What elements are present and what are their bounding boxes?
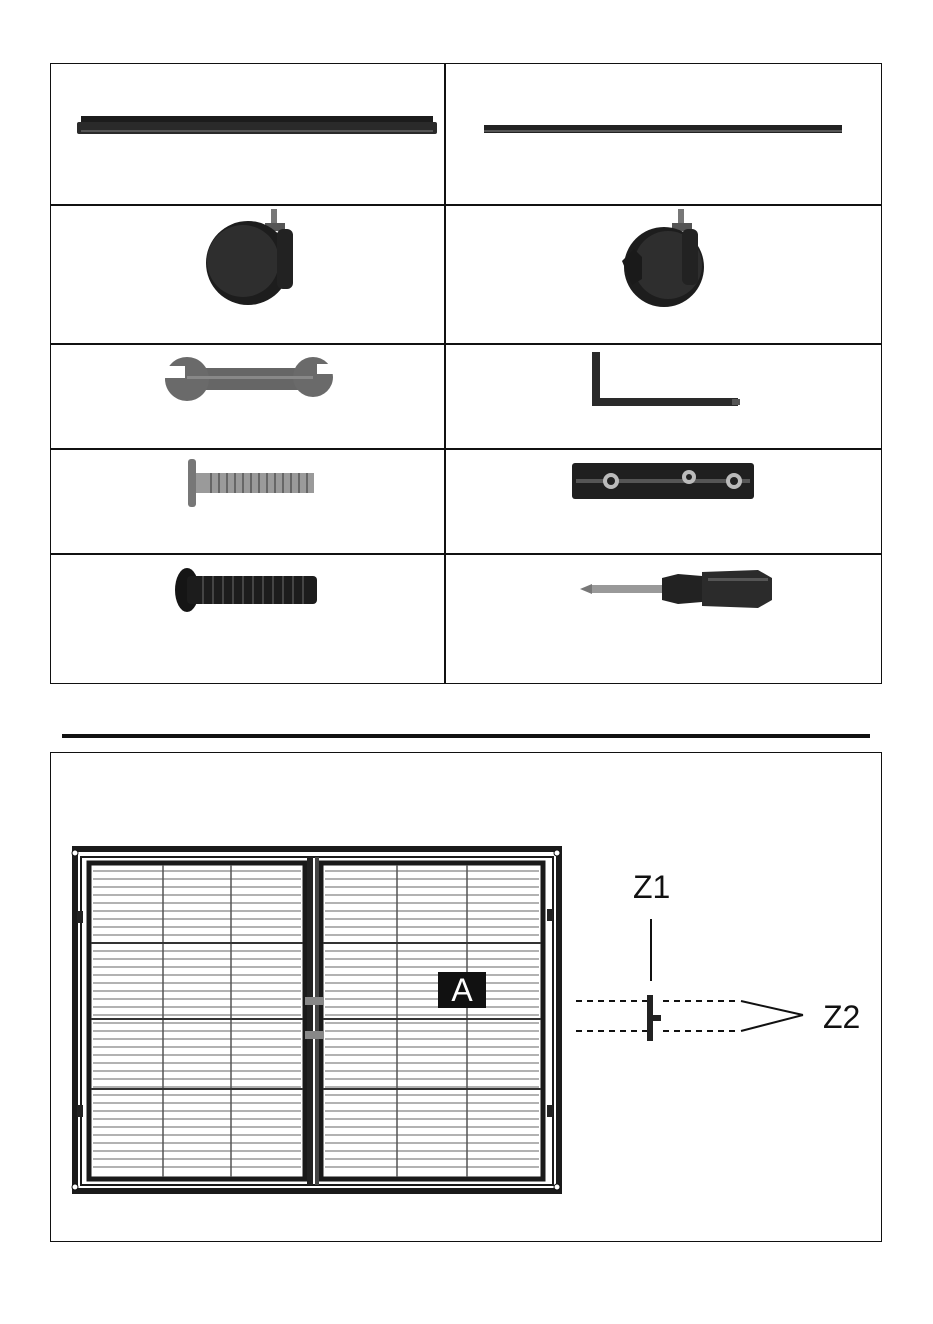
long-rail-icon: [51, 64, 444, 204]
caster-wheel-brake-icon: [446, 205, 883, 343]
assembly-diagram: [50, 752, 882, 1242]
part-cell-wrench: [51, 344, 444, 448]
screwdriver-icon: [446, 554, 883, 684]
part-cell-screwdriver: [446, 554, 883, 684]
caster-wheel-icon: [51, 205, 444, 343]
part-cell-hex-key: [446, 344, 883, 448]
part-cell-caster-brake: [446, 205, 883, 343]
connector-plate-icon: [446, 449, 883, 553]
part-label-z2: Z2: [823, 999, 861, 1035]
part-cell-rail: [51, 64, 444, 204]
wrench-icon: [51, 344, 444, 448]
part-label-z1: Z1: [633, 869, 671, 905]
part-cell-caster: [51, 205, 444, 343]
thin-bar-icon: [446, 64, 883, 204]
screw-icon: [51, 554, 444, 684]
part-cell-screw: [51, 554, 444, 684]
part-cell-bar: [446, 64, 883, 204]
part-cell-connector: [446, 449, 883, 553]
part-cell-bolt: [51, 449, 444, 553]
parts-table: [50, 63, 882, 684]
hex-key-icon: [446, 344, 883, 448]
bolt-icon: [51, 449, 444, 553]
panel-label-a: A: [438, 972, 486, 1008]
section-divider: [62, 734, 870, 738]
